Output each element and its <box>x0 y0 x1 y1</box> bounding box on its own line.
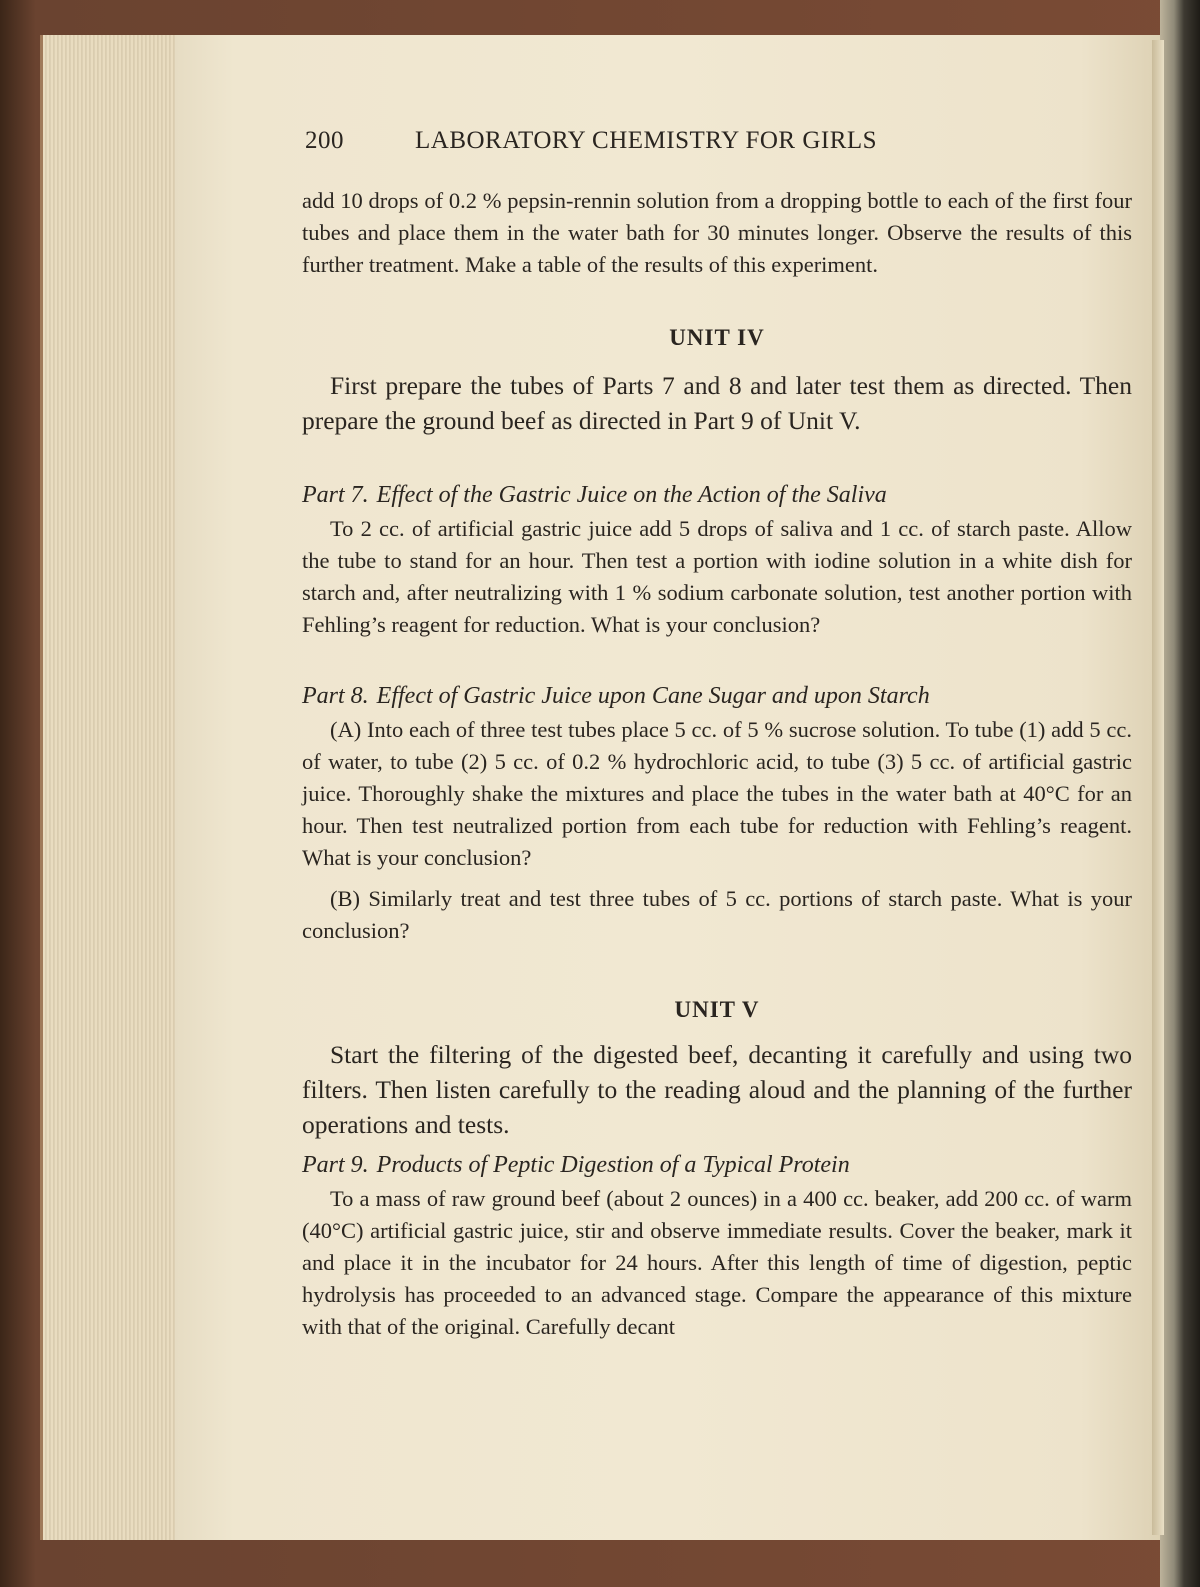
unit-iv-section <box>302 325 1132 351</box>
part-8-text-a: (A) Into each of three test tubes place 5 cc. of 5 % sucrose solution. To tube (1) add 5 cc. of water, to tube (2) 5 cc. of 0.2 % hydrochloric acid, to tube (3) 5 cc. of artificial gastric juice. Thoroughly shake the mixtures and place the tubes in the water bath at 40°C for an hour. Then test neutralized portion from each tube for reduction with Fehling’s reagent. What is your conclusion? <box>302 717 1132 870</box>
part-9-number: Part 9. <box>302 1152 369 1178</box>
unit-iv-text: First prepare the tubes of Parts 7 and 8 and later test them as directed. Then prepare the ground beef as directed in Part 9 of Unit V. <box>302 371 1132 435</box>
unit-v-heading: UNIT V <box>674 997 760 1022</box>
intro-paragraph: add 10 drops of 0.2 % pepsin-rennin solution from a dropping bottle to each of the first four tubes and place them in the water bath for 30 minutes longer. Observe the results of this further treatment. Make a table of the results of this experiment. <box>302 188 1132 277</box>
book-spine <box>1160 0 1200 1587</box>
page-gutter-shadow <box>1152 40 1164 1535</box>
part-8-section <box>302 683 1132 947</box>
part-7-number: Part 7. <box>302 482 369 508</box>
page-edges <box>40 35 183 1540</box>
part-8-text-b: (B) Similarly treat and test three tubes of 5 cc. portions of starch paste. What is your conclusion? <box>302 886 1132 943</box>
part-8-title: Effect of Gastric Juice upon Cane Sugar and upon Starch <box>376 683 930 709</box>
unit-iv-body <box>302 368 1132 438</box>
part-9-section <box>302 1152 1132 1343</box>
page-number: 200 <box>305 127 344 154</box>
unit-v-text: Start the filtering of the digested beef, decanting it carefully and using two filters. Then listen carefully to the reading aloud and the planning of the further operations and tests. <box>302 1040 1132 1139</box>
part-8-heading <box>302 683 1132 710</box>
part-7-heading <box>302 482 1132 509</box>
part-7-title: Effect of the Gastric Juice on the Action of the Saliva <box>376 482 887 508</box>
part-8-number: Part 8. <box>302 683 369 709</box>
part-9-text: To a mass of raw ground beef (about 2 ounces) in a 400 cc. beaker, add 200 cc. of warm (40°C) artificial gastric juice, stir and observe immediate results. Cover the beaker, mark it and place it in the incubator for 24 hours. After this length of time of digestion, peptic hydrolysis has proceeded to an advanced stage. Compare the appearance of this mixture with that of the original. Carefully decant <box>302 1186 1132 1339</box>
unit-iv-heading: UNIT IV <box>669 325 765 350</box>
part-7-text: To 2 cc. of artificial gastric juice add 5 drops of saliva and 1 cc. of starch paste. Allow the tube to stand for an hour. Then test a portion with iodine solution in a white dish for starch and, after neutralizing with 1 % sodium carbonate solution, test another portion with Fehling’s reagent for reduction. What is your conclusion? <box>302 516 1132 637</box>
part-9-heading <box>302 1152 1132 1179</box>
unit-v-section <box>302 997 1132 1023</box>
running-title: LABORATORY CHEMISTRY FOR GIRLS <box>415 127 878 154</box>
unit-v-body <box>302 1037 1132 1142</box>
intro-paragraph-block <box>302 185 1132 281</box>
part-9-title: Products of Peptic Digestion of a Typical Protein <box>376 1152 850 1178</box>
book-page <box>175 35 1160 1540</box>
part-7-section <box>302 482 1132 641</box>
